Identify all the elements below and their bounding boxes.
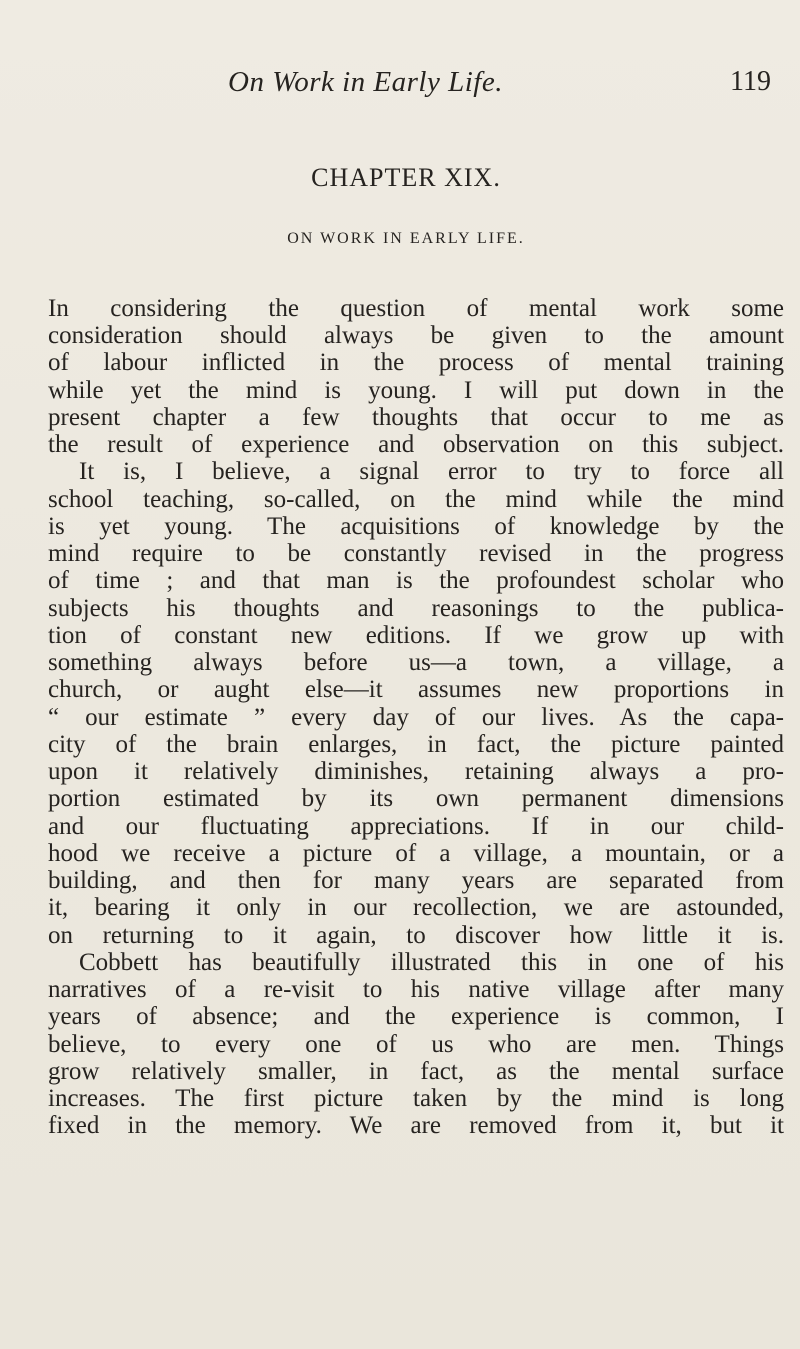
text-line: of time ; and that man is the profoundest scholar who — [48, 567, 784, 594]
chapter-subtitle: ON WORK IN EARLY LIFE. — [287, 230, 525, 247]
chapter-title: CHAPTER XIX. — [311, 163, 501, 192]
text-line: of labour inflicted in the process of mental training — [48, 349, 784, 376]
text-line: narratives of a re-visit to his native village after many — [48, 976, 784, 1003]
text-line: hood we receive a picture of a village, a mountain, or a — [48, 840, 784, 867]
page-number: 119 — [730, 66, 771, 97]
text-line: mind require to be constantly revised in the progress — [48, 540, 784, 567]
text-line: on returning to it again, to discover how little it is. — [48, 922, 784, 949]
text-line: fixed in the memory. We are removed from it, but it — [48, 1112, 784, 1139]
running-head — [0, 60, 800, 100]
text-line: the result of experience and observation on this subject. — [48, 431, 784, 458]
text-line: years of absence; and the experience is common, I — [48, 1003, 784, 1030]
text-line: it, bearing it only in our recollection, we are astounded, — [48, 894, 784, 921]
text-line: consideration should always be given to the amount — [48, 322, 784, 349]
text-line: tion of constant new editions. If we grow up with — [48, 622, 784, 649]
text-line: grow relatively smaller, in fact, as the mental surface — [48, 1058, 784, 1085]
text-line: school teaching, so-called, on the mind while the mind — [48, 486, 784, 513]
text-line: while yet the mind is young. I will put down in the — [48, 377, 784, 404]
text-line: Cobbett has beautifully illustrated this in one of his — [79, 949, 784, 976]
running-head-title: On Work in Early Life. — [228, 66, 503, 98]
text-line: increases. The first picture taken by the mind is long — [48, 1085, 784, 1112]
text-line: In considering the question of mental work some — [48, 295, 784, 322]
text-line: city of the brain enlarges, in fact, the picture painted — [48, 731, 784, 758]
text-line: It is, I believe, a signal error to try to force all — [79, 458, 784, 485]
text-line: and our fluctuating appreciations. If in our child- — [48, 813, 784, 840]
text-line: portion estimated by its own permanent dimensions — [48, 785, 784, 812]
text-line: is yet young. The acquisitions of knowledge by the — [48, 513, 784, 540]
text-line: building, and then for many years are separated from — [48, 867, 784, 894]
text-line: believe, to every one of us who are men. Things — [48, 1031, 784, 1058]
text-line: “ our estimate ” every day of our lives. As the capa- — [48, 704, 784, 731]
text-line: something always before us—a town, a village, a — [48, 649, 784, 676]
text-line: present chapter a few thoughts that occur to me as — [48, 404, 784, 431]
text-line: subjects his thoughts and reasonings to the publica- — [48, 595, 784, 622]
text-line: upon it relatively diminishes, retaining always a pro- — [48, 758, 784, 785]
text-line: church, or aught else—it assumes new proportions in — [48, 676, 784, 703]
